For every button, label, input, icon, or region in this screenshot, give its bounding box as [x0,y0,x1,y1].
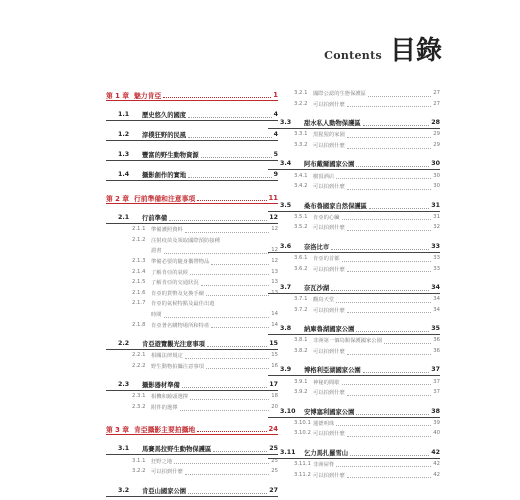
entry-number: 3.2 [118,486,130,494]
toc-section-entry[interactable] [106,484,278,497]
entry-page-number: 12 [271,258,278,265]
toc-sub-entry[interactable] [268,469,440,480]
dot-leader [363,372,430,373]
dot-leader [197,431,266,432]
toc-chapter-entry[interactable] [106,422,278,435]
dot-leader [182,387,267,388]
toc-sub-entry[interactable] [268,459,440,470]
entry-page-number: 29 [433,131,440,138]
entry-page-number: 27 [269,486,278,494]
dot-leader [347,395,431,396]
dot-leader [336,466,431,467]
toc-sub-entry[interactable] [268,253,440,264]
entry-number: 3.3 [280,119,292,127]
heading-underline [106,496,278,497]
dot-leader [356,414,429,415]
entry-number: 3.3.1 [294,131,308,138]
toc-section-entry[interactable] [268,157,440,170]
entry-page-number: 27 [433,90,440,97]
entry-title: 可以拍到什麼 [313,307,345,314]
toc-section-entry[interactable] [106,442,278,455]
toc-sub-entry[interactable] [106,319,278,330]
entry-page-number: 37 [433,389,440,396]
entry-page-number: 33 [431,242,440,250]
dot-leader [347,436,431,437]
entry-page-number: 15 [269,339,278,347]
toc-section-entry[interactable] [268,199,440,212]
toc-section-entry[interactable] [106,211,278,224]
entry-page-number: 16 [271,362,278,369]
heading-underline [106,180,278,181]
entry-page-number: 28 [431,119,440,127]
entry-page-number: 12 [271,226,278,233]
toc-sub-entry[interactable] [268,263,440,274]
entry-page-number: 25 [269,445,278,453]
toc-section-entry[interactable] [106,148,278,161]
entry-number: 3.6.1 [294,255,308,262]
entry-number: 3.6.2 [294,265,308,272]
entry-title: 馬賽馬拉野生動物保護區 [142,446,212,454]
dot-leader [188,117,272,118]
entry-title: 了解肯亞的氣候 [151,269,189,276]
entry-title: 黑猩猩的家園 [313,132,345,139]
entry-number: 3.11.1 [294,460,311,467]
entry-title: 攝影創作的實地 [142,172,187,179]
toc-sub-entry[interactable] [106,224,278,235]
entry-title: 相機和鏡頭選擇 [151,394,189,401]
entry-page-number: 32 [433,224,440,231]
entry-number: 3.7.2 [294,306,308,313]
toc-sub-entry[interactable] [268,294,440,305]
entry-number: 3.4.1 [294,172,308,179]
entry-page-number: 1 [273,90,278,99]
entry-number: 3.6 [280,242,292,250]
entry-number: 2.3.2 [132,404,146,411]
dot-leader [347,189,431,190]
entry-number: 3.8.1 [294,337,308,344]
toc-sub-entry[interactable] [106,455,278,466]
entry-page-number: 33 [433,255,440,262]
entry-page-number: 11 [268,193,278,202]
dot-leader [336,425,431,426]
entry-number: 3.8.2 [294,348,308,355]
entry-page-number: 30 [433,172,440,179]
dot-leader [347,106,431,107]
dot-leader [201,285,270,286]
entry-page-number: 14 [271,321,278,328]
entry-number: 3.2.2 [132,468,146,475]
toc-section-entry[interactable] [106,108,278,121]
entry-number: 2.2.2 [132,362,146,369]
toc-sub-entry[interactable] [268,212,440,223]
dot-leader [347,137,431,138]
toc-sub-entry[interactable] [268,129,440,140]
toc-section-entry[interactable] [268,322,440,335]
toc-section-entry[interactable] [268,240,440,253]
entry-title: 肯亞的貨幣及兌換手續 [151,290,204,297]
entry-number: 3.11 [280,448,296,456]
dot-leader [384,343,431,344]
toc-sub-entry[interactable] [106,277,278,288]
dot-leader [188,177,272,178]
dot-leader [206,295,269,296]
toc-column-right [268,88,440,480]
entry-title: 博格利亞湖國家公園 [304,367,361,375]
entry-title: 可以拍到什麼 [313,266,345,273]
entry-title: 奈瓦沙湖 [304,284,330,292]
toc-title: 目錄 [389,36,442,66]
entry-title: 附件的選擇 [151,405,178,412]
entry-page-number: 42 [431,448,440,456]
dot-leader [363,125,430,126]
entry-page-number: 37 [433,378,440,385]
toc-sub-entry[interactable] [106,350,278,361]
entry-number: 3.7 [280,283,292,291]
entry-number: 3.2.2 [294,100,308,107]
dot-leader [190,274,269,275]
entry-title: 乞力馬扎羅雪山 [304,449,349,457]
entry-page-number: 31 [431,201,440,209]
dot-leader [190,399,269,400]
entry-title: 時間 [151,312,162,319]
entry-number: 2.1.7 [132,300,146,307]
entry-number: 3.7.1 [294,296,308,303]
dot-leader [347,312,431,313]
toc-sub-entry[interactable] [106,288,278,299]
dot-leader [356,166,429,167]
dot-leader [211,327,269,328]
entry-number: 第 2 章 [106,194,130,203]
entry-number: 2.3 [118,381,130,389]
entry-title: 攝影器材準備 [142,382,180,390]
entry-title: 行前準備 [142,215,168,222]
dot-leader [336,302,431,303]
entry-title: 狂野之地 [151,458,173,465]
entry-page-number: 15 [271,352,278,359]
toc-sub-entry[interactable] [268,222,440,233]
toc-sub-entry[interactable] [268,418,440,429]
dot-leader [163,97,271,98]
entry-title: 肯亞攝影主要拍攝地 [134,425,196,434]
entry-page-number: 13 [271,279,278,286]
entry-number: 3.1 [118,445,130,453]
entry-page-number: 37 [431,366,440,374]
entry-number: 3.9.1 [294,378,308,385]
entry-number: 3.10.1 [294,419,311,426]
entry-number: 3.4 [280,160,292,168]
dot-leader [197,200,266,201]
dot-leader [347,230,431,231]
entry-page-number: 20 [271,404,278,411]
toc-section-entry[interactable] [268,281,440,294]
entry-number: 2.1.5 [132,279,146,286]
toc-section-entry[interactable] [106,168,278,181]
entry-title: 可以拍到什麼 [313,143,345,150]
entry-title: 可以拍到什麼 [151,469,183,476]
dot-leader [185,232,269,233]
entry-number: 3.10.2 [294,430,311,437]
toc-sub-entry[interactable] [106,361,278,372]
entry-page-number: 12 [271,247,278,254]
entry-page-number: 5 [273,151,278,158]
entry-title: 準備護照資料 [151,227,183,234]
entry-title: 魅力肯亞 [134,91,162,100]
toc-section-entry[interactable] [106,128,278,141]
dot-leader [201,157,272,158]
toc-sub-entry[interactable] [106,466,278,477]
entry-page-number: 42 [433,471,440,478]
entry-number: 2.1.2 [132,236,146,243]
dot-leader [342,219,432,220]
entry-number: 3.5 [280,201,292,209]
dot-leader [188,493,267,494]
toc-sub-entry[interactable] [268,335,440,346]
dot-leader [211,264,269,265]
entry-number: 2.1.4 [132,268,146,275]
dot-leader [206,368,269,369]
entry-page-number: 4 [273,111,278,118]
entry-number: 2.1.1 [132,226,146,233]
entry-number: 3.2.1 [294,90,308,97]
entry-title: 注射疫苗及領取國際預防接種 [151,237,220,244]
entry-number: 2.3.1 [132,393,146,400]
dot-leader [347,271,431,272]
entry-number: 1.3 [118,151,130,158]
entry-title: 準備必要的隨身攜帶物品 [151,259,210,266]
heading-underline [106,100,278,101]
entry-title: 相關法律規定 [151,353,183,360]
dot-leader [185,358,269,359]
dot-leader [180,410,270,411]
toc-section-entry[interactable] [106,337,278,350]
entry-title: 樹頂酒店 [313,173,335,180]
entry-number: 1.1 [118,111,130,118]
entry-title: 可以拍到什麼 [313,349,345,356]
dot-leader [164,253,270,254]
entry-page-number: 30 [431,160,440,168]
entry-number: 1.2 [118,131,130,138]
entry-page-number: 13 [271,289,278,296]
entry-number: 3.9.2 [294,389,308,396]
entry-page-number: 9 [273,171,278,178]
entry-number: 2.2.1 [132,352,146,359]
heading-underline [106,160,278,161]
toc-sub-entry[interactable] [106,402,278,413]
entry-title: 安博塞利國家公園 [304,408,355,416]
entry-page-number: 36 [433,348,440,355]
entry-page-number: 36 [433,337,440,344]
toc-sub-entry[interactable] [268,88,440,99]
entry-title: 可以拍到什麼 [313,431,345,438]
entry-title: 肯亞山國家公園 [142,487,187,495]
entry-page-number: 40 [433,430,440,437]
entry-title: 蓮德明珠 [313,420,335,427]
toc-cont-entry[interactable] [106,245,278,256]
dot-leader [164,317,270,318]
entry-title: 可以拍到什麼 [313,390,345,397]
toc-chapter-entry[interactable] [106,88,278,101]
dot-leader [350,455,429,456]
dot-leader [347,354,431,355]
entry-title: 非洲第一個鳥類保護國家公園 [313,338,382,345]
entry-page-number: 25 [271,457,278,464]
entry-title: 奈洛比市 [304,243,330,251]
entry-page-number: 34 [433,306,440,313]
entry-title: 甜水私人動物保護區 [304,120,361,128]
entry-title: 可以拍到什麼 [313,184,345,191]
entry-title: 阿布戴爾國家公園 [304,161,355,169]
toc-sub-entry[interactable] [268,428,440,439]
entry-title: 了解肯亞的交通狀況 [151,280,199,287]
entry-number: 第 3 章 [106,425,130,434]
entry-number: 3.5.2 [294,224,308,231]
dot-leader [169,220,267,221]
dot-leader [368,96,431,97]
entry-number: 3.5.1 [294,213,308,220]
entry-page-number: 24 [268,424,278,433]
dot-leader [213,451,267,452]
entry-number: 2.2 [118,339,130,347]
entry-number: 3.9 [280,366,292,374]
entry-page-number: 27 [433,100,440,107]
toc-sub-entry[interactable] [106,256,278,267]
entry-title: 可以拍到什麼 [313,472,345,479]
entry-number: 1.4 [118,171,130,178]
entry-title: 歷史悠久的國度 [142,112,187,119]
entry-title: 肯亞遊覽觀光注意事項 [142,340,205,348]
entry-number: 2.1.8 [132,321,146,328]
dot-leader [356,331,429,332]
entry-title: 觀鳥天堂 [313,297,335,304]
dot-leader [342,261,432,262]
heading-underline [106,203,278,204]
entry-title: 行前準備和注意事項 [134,194,196,203]
entry-title: 肯亞的氣候特點及最佳出遊 [151,301,215,308]
entry-page-number: 35 [431,325,440,333]
toc-sub-entry[interactable] [268,170,440,181]
entry-page-number: 33 [433,265,440,272]
entry-number: 3.1.1 [132,457,146,464]
entry-page-number: 13 [271,268,278,275]
toc-sub-entry[interactable] [106,266,278,277]
entry-number: 2.1 [118,214,130,221]
dot-leader [331,290,429,291]
toc-section-entry[interactable] [268,446,440,459]
contents-label: Contents [324,49,382,62]
entry-number: 3.4.2 [294,183,308,190]
toc-sub-entry[interactable] [268,140,440,151]
toc-sub-entry[interactable] [268,346,440,357]
entry-title: 可以拍到什麼 [313,225,345,232]
entry-page-number: 39 [433,419,440,426]
entry-title: 豐富的野生動物資源 [142,152,199,159]
entry-page-number: 29 [433,142,440,149]
dot-leader [174,463,269,464]
dot-leader [331,249,429,250]
dot-leader [369,208,429,209]
toc-section-entry[interactable] [268,405,440,418]
toc-sub-entry[interactable] [268,181,440,192]
entry-page-number: 12 [269,214,278,221]
toc-chapter-entry[interactable] [106,191,278,204]
toc-section-entry[interactable] [106,378,278,391]
entry-page-number: 30 [433,183,440,190]
entry-title: 證書 [151,248,162,255]
heading-underline [106,120,278,121]
entry-title: 納庫魯湖國家公園 [304,326,355,334]
entry-number: 3.8 [280,325,292,333]
toc-header [324,30,442,67]
toc-sub-entry[interactable] [268,99,440,110]
entry-page-number: 34 [431,283,440,291]
toc-section-entry[interactable] [268,363,440,376]
dot-leader [342,384,432,385]
entry-title: 肯亞著名購物場所和特產 [151,322,210,329]
entry-title: 野生動物拍攝注意事項 [151,363,204,370]
entry-page-number: 34 [433,296,440,303]
entry-number: 2.1.6 [132,289,146,296]
entry-number: 3.10 [280,407,296,415]
entry-page-number: 38 [431,407,440,415]
entry-page-number: 18 [271,393,278,400]
entry-page-number: 42 [433,460,440,467]
toc-section-entry[interactable] [268,116,440,129]
dot-leader [347,148,431,149]
entry-page-number: 17 [269,381,278,389]
toc-sub-entry[interactable] [106,391,278,402]
dot-leader [207,346,267,347]
entry-page-number: 25 [271,468,278,475]
toc-sub-entry[interactable] [268,376,440,387]
dot-leader [185,474,269,475]
dot-leader [188,137,272,138]
dot-leader [347,477,431,478]
entry-number: 3.3.2 [294,142,308,149]
entry-number: 3.11.2 [294,471,311,478]
entry-title: 淳樸狂野的民風 [142,132,187,139]
entry-title: 肯亞的心臟 [313,214,340,221]
toc-sub-entry[interactable] [268,305,440,316]
entry-title: 可以拍到什麼 [313,101,345,108]
entry-title: 非洲屋脊 [313,461,335,468]
toc-sub-entry[interactable] [268,387,440,398]
entry-number: 2.1.3 [132,258,146,265]
toc-cont-entry[interactable] [106,309,278,320]
toc-sub-entry[interactable] [106,235,278,246]
entry-title: 桑布魯國家自然保護區 [304,202,367,210]
entry-title: 肯亞的首都 [313,256,340,263]
heading-underline [106,434,278,435]
entry-page-number: 31 [433,213,440,220]
toc-sub-entry[interactable] [106,298,278,309]
dot-leader [336,178,431,179]
entry-page-number: 14 [271,311,278,318]
entry-page-number: 4 [273,131,278,138]
entry-title: 國際公認的生態保護區 [313,91,366,98]
entry-number: 第 1 章 [106,91,130,100]
heading-underline [106,140,278,141]
toc-column-left [106,88,278,497]
entry-title: 神秘的間歇 [313,379,340,386]
